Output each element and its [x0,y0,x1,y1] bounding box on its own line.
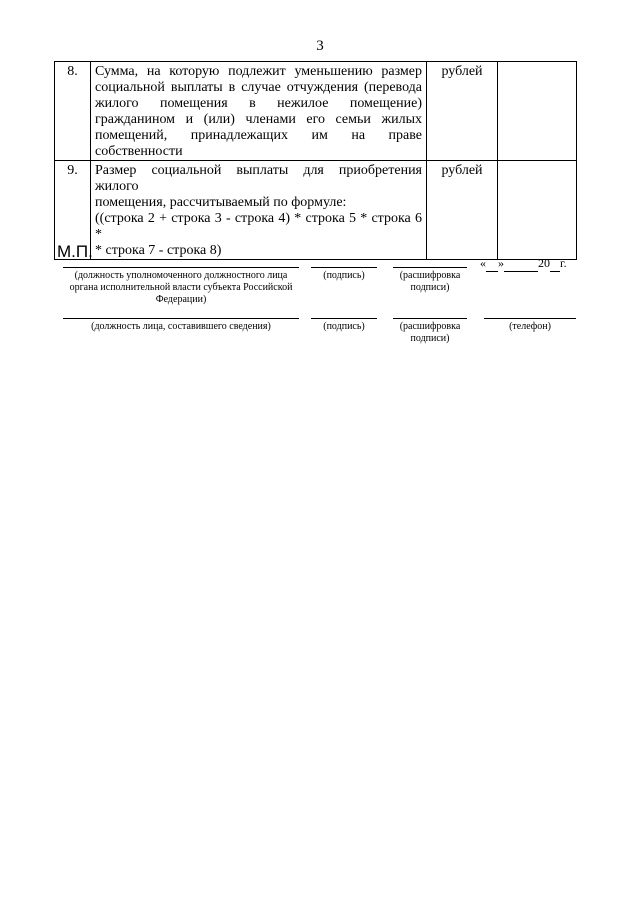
description-line: ((строка 2 + строка 3 - строка 4) * строка 5 * строка 6 * [95,211,422,242]
name-line [393,267,467,268]
date-open-quote: « [480,256,486,270]
position-line [63,267,299,268]
description-line: Размер социальной выплаты для приобретения жилого [95,163,422,194]
table-row [55,161,577,260]
signature-caption: (подпись) [323,270,365,281]
phone-caption: (телефон) [509,321,551,332]
position-caption: (должность уполномоченного должностного лица органа исполнительной власти субъекта Российской Федерации) [69,270,293,305]
page-number: 3 [316,38,324,54]
row-description: Сумма, на которую подлежит уменьшению размер социальной выплаты в случае отчуждения (перевода жилого помещения в нежилое помещение) гражданином и (или) членами его семьи жилых помещений, принадлежащих им на праве собственности [91,62,427,161]
name-line [393,318,467,319]
row-unit: рублей [427,161,498,260]
signature-line [311,267,377,268]
signature-line [311,318,377,319]
row-number: 9. [55,161,91,260]
table-row [55,62,577,161]
description-line: * строка 7 - строка 8) [95,243,222,258]
date-field [480,256,580,272]
signature-caption: (подпись) [323,321,365,332]
date-month-blank [504,256,538,272]
row-value [498,62,577,161]
stamp-placeholder: М.П. [57,242,93,261]
row-description [91,161,427,260]
name-caption: (расшифровка подписи) [399,321,461,344]
row-number: 8. [55,62,91,161]
date-year-suffix: г. [560,256,567,270]
form-table [54,61,577,260]
date-day-blank [486,256,498,272]
description-line: помещения, рассчитываемый по формуле: [95,195,347,210]
phone-line [484,318,576,319]
date-year-blank [550,256,560,272]
date-year-prefix: 20 [538,256,550,270]
row-unit: рублей [427,62,498,161]
name-caption: (расшифровка подписи) [399,270,461,293]
row-value [498,161,577,260]
position-caption: (должность лица, составившего сведения) [91,321,271,332]
position-line [63,318,299,319]
date-close-quote: » [498,256,504,270]
